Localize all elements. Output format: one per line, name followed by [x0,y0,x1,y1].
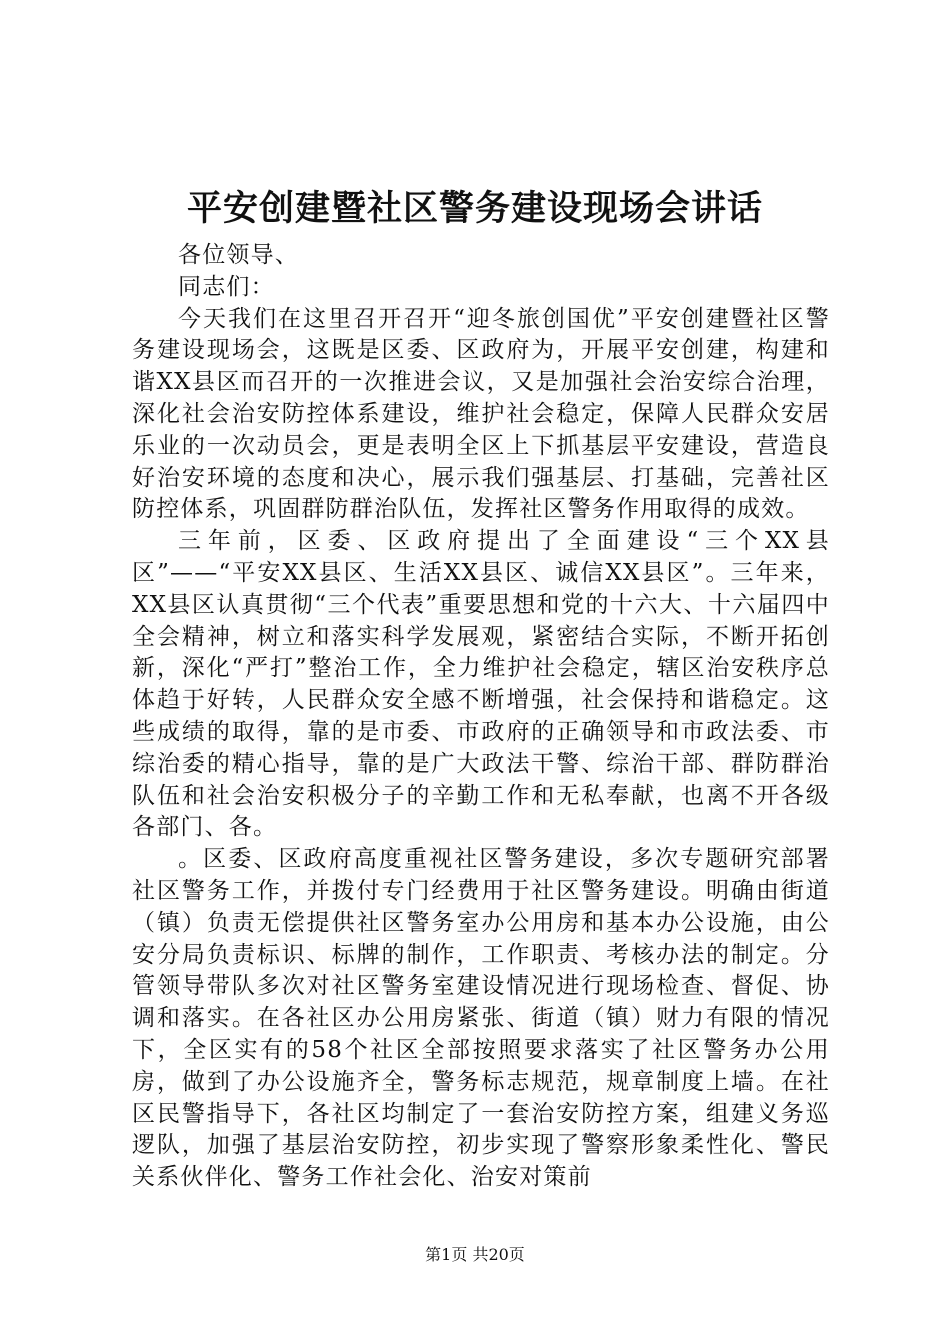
page-number-footer: 第1页 共20页 [425,1245,525,1264]
document-body [132,240,830,1194]
page-title: 平安创建暨社区警务建设现场会讲话 [186,188,763,229]
greeting-line: 各位领导、 [178,242,299,268]
body-paragraph: 今天我们在这里召开召开“迎冬旅创国优”平安创建暨社区警务建设现场会，这既是区委、区政府为，开展平安创建，构建和谐XX县区而召开的一次推进会议，又是加强社会治安综合治理，深化社会治安防控体系建设，维护社会稳定，保障人民群众安居乐业的一次动员会，更是表明全区上下抓基层平安建设，营造良好治安环境的态度和决心，展示我们强基层、打基础，完善社区防控体系，巩固群防群治队伍，发挥社区警务作用取得的成效。 [132,305,830,523]
greeting-line: 同志们： [178,273,275,300]
body-paragraph: 三年前，区委、区政府提出了全面建设“三个XX县区”——“平安XX县区、生活XX县区、诚信XX县区”。三年来，XX县区认真贯彻“三个代表”重要思想和党的十六大、十六届四中全会精神，树立和落实科学发展观，紧密结合实际，不断开拓创新，深化“严打”整治工作，全力维护社会稳定，辖区治安秩序总体趋于好转，人民群众安全感不断增强，社会保持和谐稳定。这些成绩的取得，靠的是市委、市政府的正确领导和市政法委、市综治委的精心指导，靠的是广大政法干警、综治干部、群防群治队伍和社会治安积极分子的辛勤工作和无私奉献，也离不开各级各部门、各。 [132,528,830,841]
body-paragraph: 。区委、区政府高度重视社区警务建设，多次专题研究部署社区警务工作，并拨付专门经费用于社区警务建设。明确由街道（镇）负责无偿提供社区警务室办公用房和基本办公设施，由公安分局负责标识、标牌的制作，工作职责、考核办法的制定。分管领导带队多次对社区警务室建设情况进行现场检查、督促、协调和落实。在各社区办公用房紧张、街道（镇）财力有限的情况下，全区实有的58个社区全部按照要求落实了社区警务办公用房，做到了办公设施齐全，警务标志规范，规章制度上墙。在社区民警指导下，各社区均制定了一套治安防控方案，组建义务巡逻队，加强了基层治安防控，初步实现了警察形象柔性化、警民关系伙伴化、警务工作社会化、治安对策前 [132,846,830,1191]
